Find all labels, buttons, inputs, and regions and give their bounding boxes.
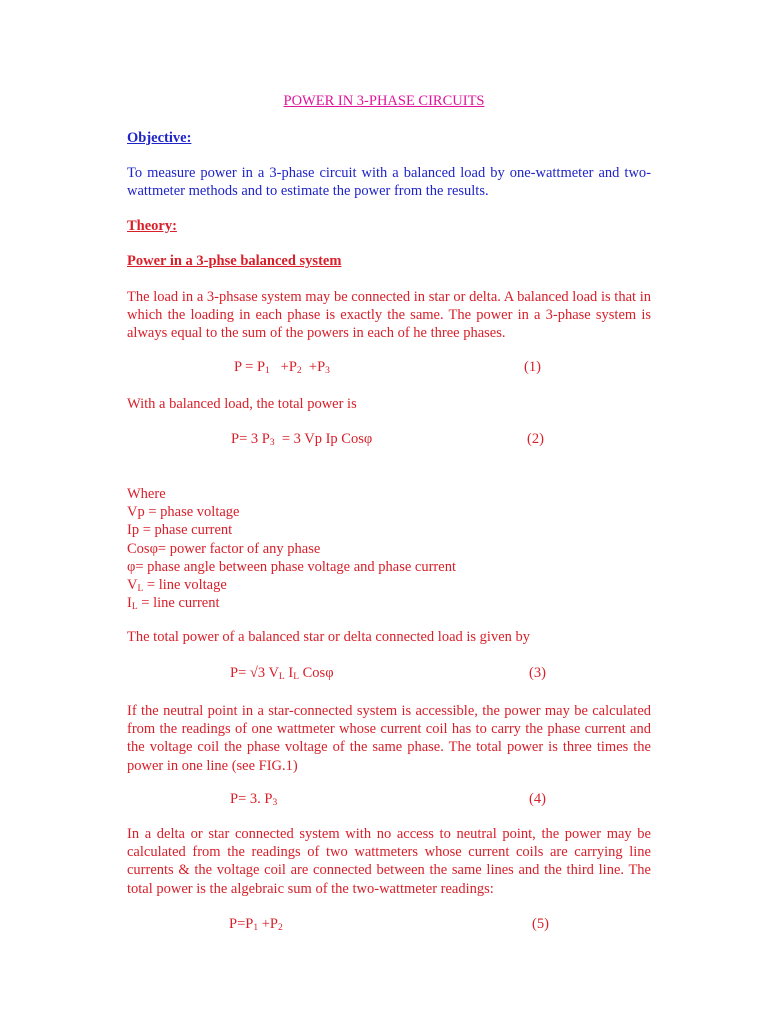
definitions-list xyxy=(127,485,456,612)
def-vp: Vp = phase voltage xyxy=(127,504,240,521)
paragraph-5: In a delta or star connected system with no access to neutral point, the power may be calculated from the readings of two wattmeters whose current coils are carrying line currents & the voltage coil are connected between the same lines and the third line. The total power is the algebraic sum of the two-wattmeter readings: xyxy=(127,826,651,897)
paragraph-4: If the neutral point in a star-connected system is accessible, the power may be calculated from the readings of one wattmeter whose current coil has to carry the phase current and the voltage coil the phase voltage of the same phase. The total power is three times the power in one line (see FIG.1) xyxy=(127,703,651,774)
equation-4: P= 3. $P_3$ xyxy=(230,791,278,808)
def-phi: φ= phase angle between phase voltage and phase current xyxy=(127,558,456,575)
page-title: POWER IN 3-PHASE CIRCUITS xyxy=(283,93,485,109)
where-label: Where xyxy=(127,486,166,502)
def-vl: $V_L$ = line voltage xyxy=(127,577,227,595)
equation-5: $P=P_1 +P_2$ xyxy=(229,916,283,933)
equation-1: $P = P_1 +P_2 +P_3$ xyxy=(234,359,330,376)
objective-heading: Objective: xyxy=(127,130,192,146)
paragraph-1: The load in a 3-phsase system may be connected in star or delta. A balanced load is that in which the loading in each phase is exactly the same. The power in a 3-phase system is always equal to the sum of the powers in each of he three phases. xyxy=(127,289,651,342)
equation-5-number: (5) xyxy=(532,916,549,932)
objective-text: To measure power in a 3-phase circuit with a balanced load by one-wattmeter and two-wattmeter methods and to estimate the power from the results. xyxy=(127,165,651,200)
equation-1-number: (1) xyxy=(524,359,541,375)
subheading: Power in a 3-phse balanced system xyxy=(127,253,342,269)
equation-4-number: (4) xyxy=(529,791,546,807)
def-ip: Ip = phase current xyxy=(127,522,233,539)
def-il: $I_L$ = line current xyxy=(127,595,220,613)
theory-heading: Theory: xyxy=(127,218,177,234)
equation-3-number: (3) xyxy=(529,665,546,681)
equation-2: P= 3 $P_3 = 3$ Vp Ip Cosφ xyxy=(231,431,373,448)
paragraph-2: With a balanced load, the total power is xyxy=(127,396,357,412)
equation-2-number: (2) xyxy=(527,431,544,447)
def-cos: Cosφ= power factor of any phase xyxy=(127,540,321,557)
paragraph-3: The total power of a balanced star or delta connected load is given by xyxy=(127,629,531,645)
equation-3: P= √3 $V_L$ $I_L$ Cosφ xyxy=(230,665,334,682)
